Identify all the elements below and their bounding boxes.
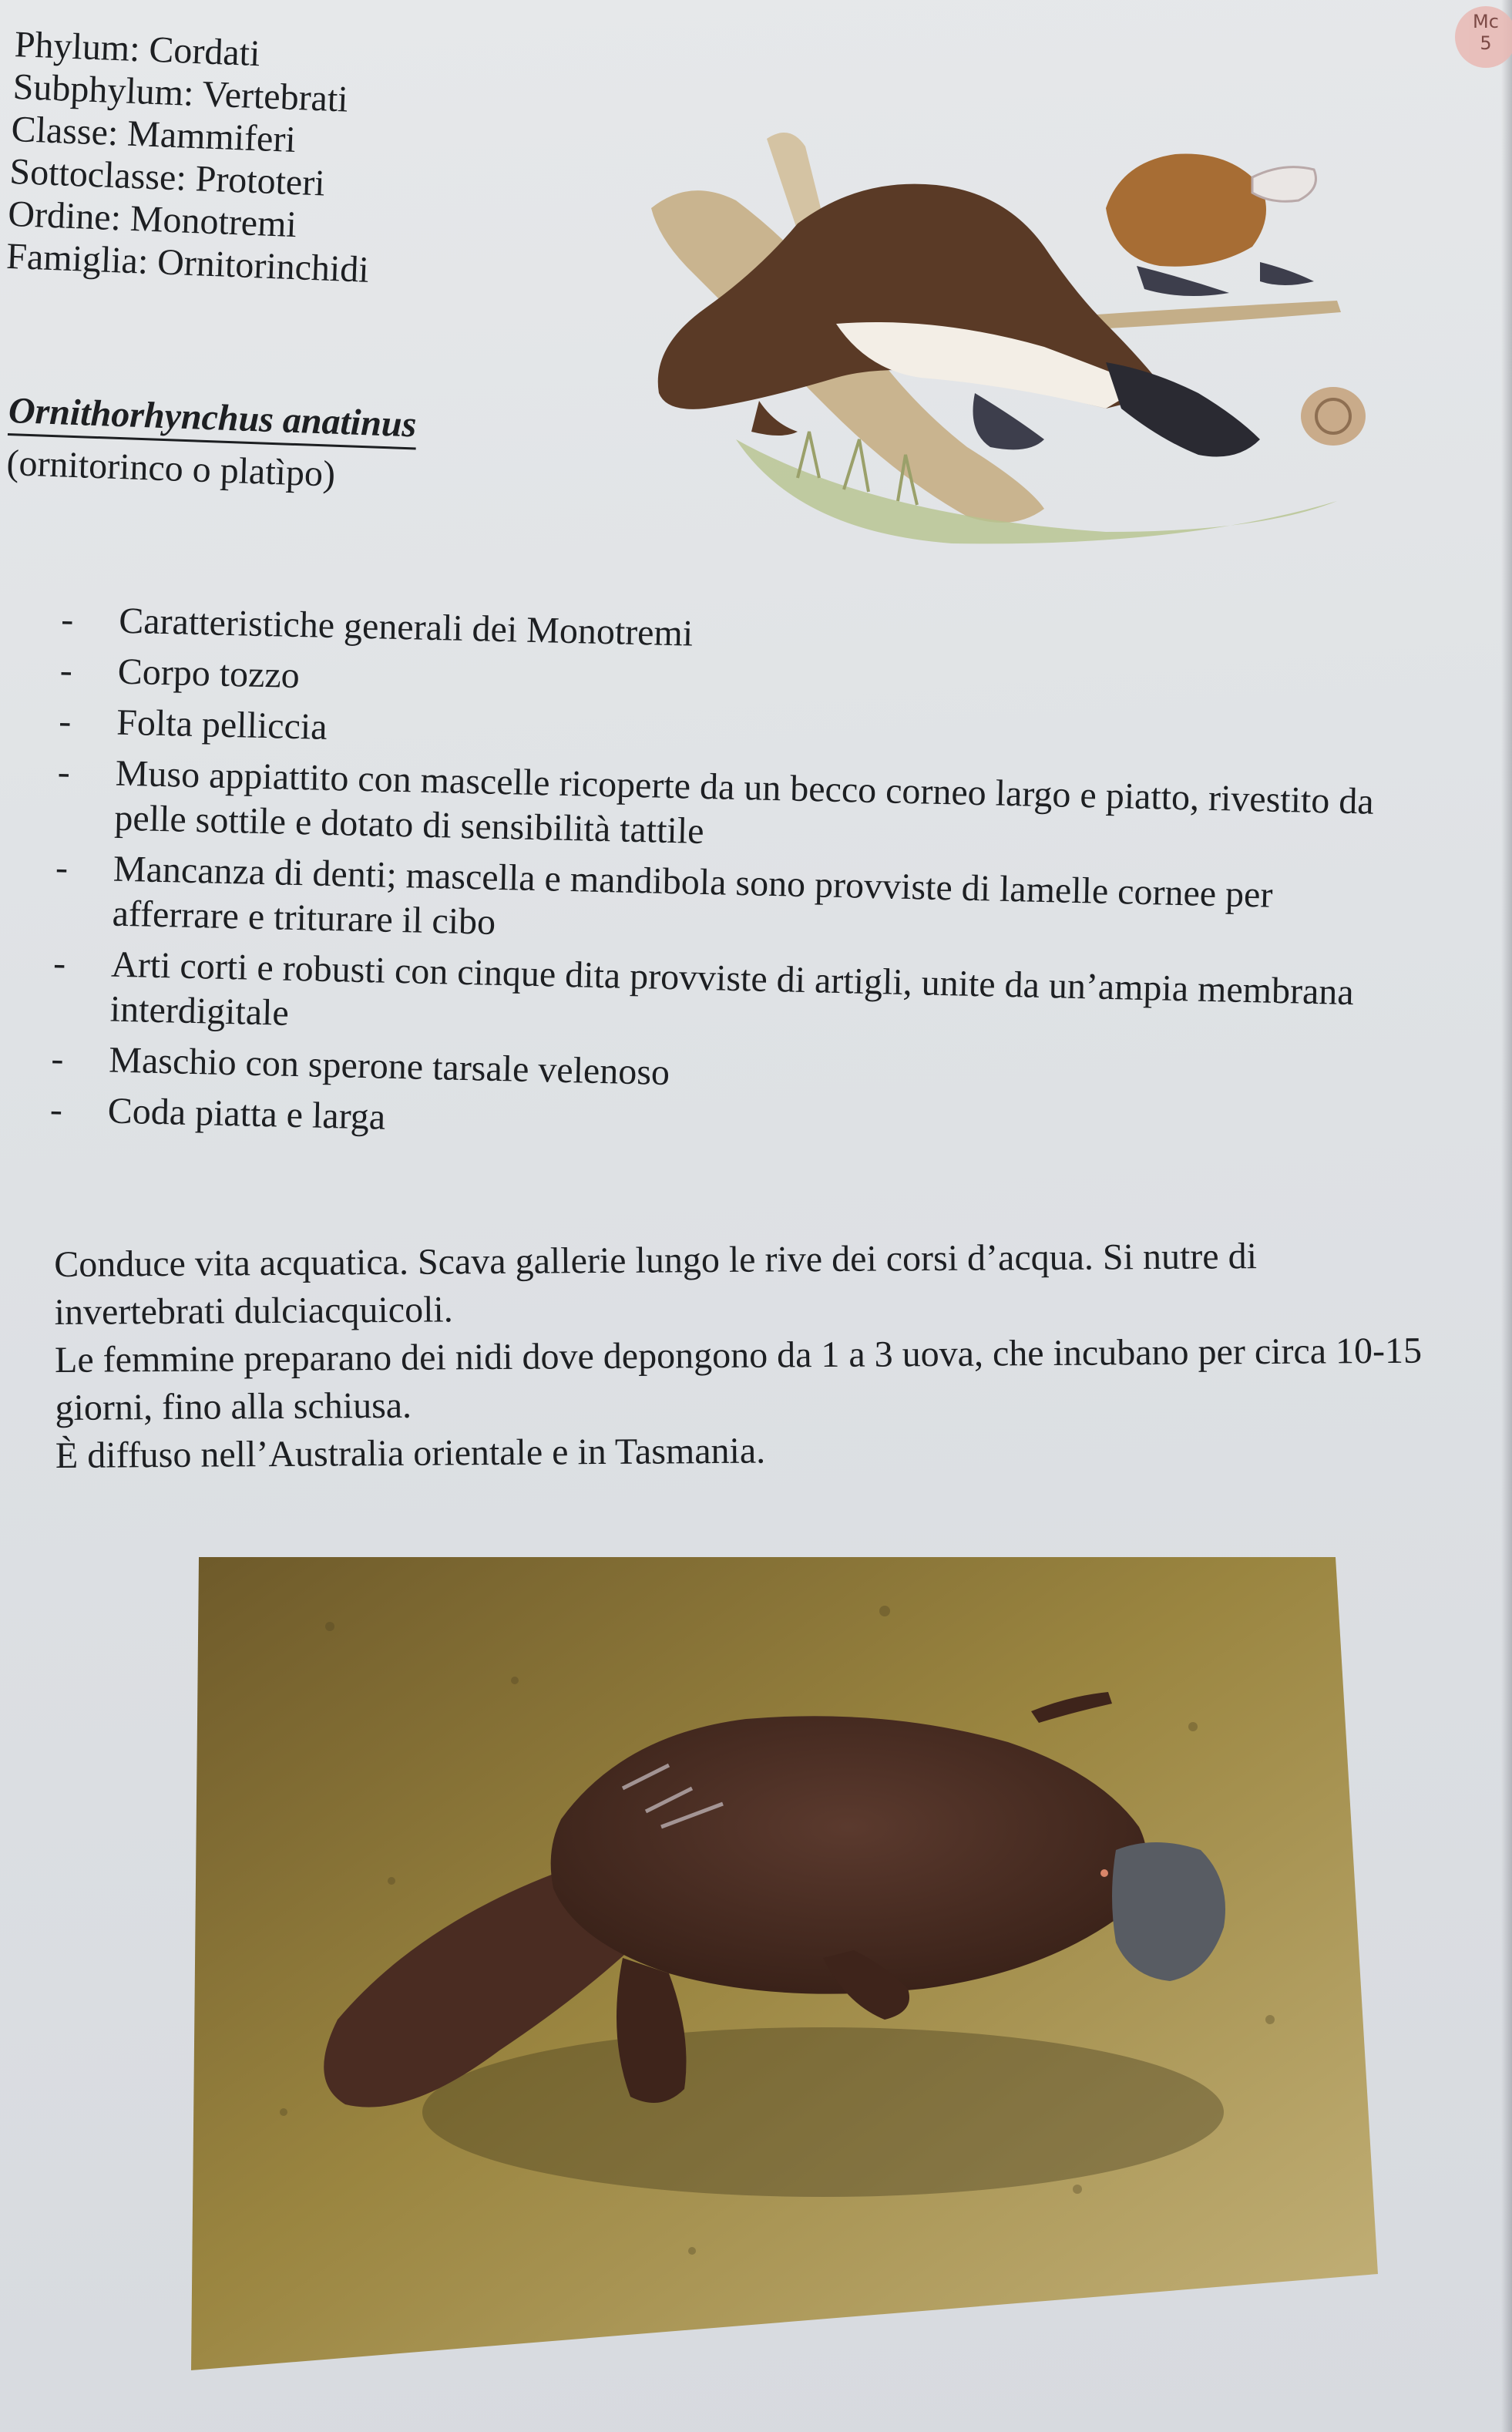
- trait-text: Folta pelliccia: [116, 701, 328, 748]
- bullet-dash: -: [50, 1038, 65, 1080]
- scientific-name: Ornithorhynchus anatinus: [8, 389, 417, 449]
- trait-text: Mancanza di denti; mascella e mandibola sono provviste di lamelle cornee per afferrare e triturare il cibo: [112, 848, 1274, 943]
- description-reproduction: Le femmine preparano dei nidi dove depongono da 1 a 3 uova, che incubano per circa 10-15 giorni, fino alla schiusa.: [54, 1330, 1423, 1428]
- bullet-dash: -: [59, 649, 73, 691]
- taxonomy-subphylum: Subphylum: Vertebrati: [12, 66, 349, 120]
- bullet-dash: -: [58, 700, 72, 742]
- page-edge-shadow: [1501, 0, 1512, 2432]
- bullet-dash: -: [55, 846, 69, 889]
- description-habitat: Conduce vita acquatica. Scava gallerie lungo le rive dei corsi d’acqua. Si nutre di invertebrati dulciacquicoli.: [54, 1236, 1258, 1333]
- traits-list: [49, 597, 1402, 1169]
- page-number-sticker: [1455, 6, 1512, 68]
- taxonomy-family: Famiglia: Ornitorinchidi: [5, 235, 370, 291]
- taxonomy-order: Ordine: Monotremi: [7, 193, 297, 246]
- taxonomy-subclass: Sottoclasse: Prototeri: [8, 150, 326, 204]
- trait-text: Arti corti e robusti con cinque dita provviste di artigli, unite da un’ampia membrana interdigitale: [109, 944, 1355, 1034]
- platypus-illustration: [643, 116, 1399, 547]
- bullet-dash: -: [57, 751, 71, 793]
- taxonomy-class: Classe: Mammiferi: [10, 108, 297, 161]
- description-distribution: È diffuso nell’Australia orientale e in Tasmania.: [55, 1430, 766, 1476]
- trait-text: Muso appiattito con mascelle ricoperte da un becco corneo largo e piatto, rivestito da pelle sottile e dotato di sensibilità tattile: [113, 752, 1375, 852]
- trait-text: Maschio con sperone tarsale velenoso: [108, 1039, 670, 1094]
- trait-text: Coda piatta e larga: [107, 1090, 386, 1138]
- platypus-photo: [191, 1557, 1378, 2370]
- bullet-dash: -: [60, 598, 74, 641]
- trait-text: Caratteristiche generali dei Monotremi: [118, 600, 694, 654]
- description-block: [54, 1232, 1427, 1480]
- species-heading: [6, 389, 418, 498]
- bullet-dash: -: [52, 942, 66, 984]
- sticker-initials: Mc: [1473, 11, 1499, 32]
- bullet-dash: -: [49, 1088, 63, 1131]
- trait-text: Corpo tozzo: [117, 651, 301, 697]
- sticker-number: 5: [1480, 32, 1492, 54]
- taxonomy-block: [5, 23, 378, 291]
- taxonomy-phylum: Phylum: Cordati: [13, 23, 261, 75]
- common-name: (ornitorinco o platìpo): [5, 442, 336, 495]
